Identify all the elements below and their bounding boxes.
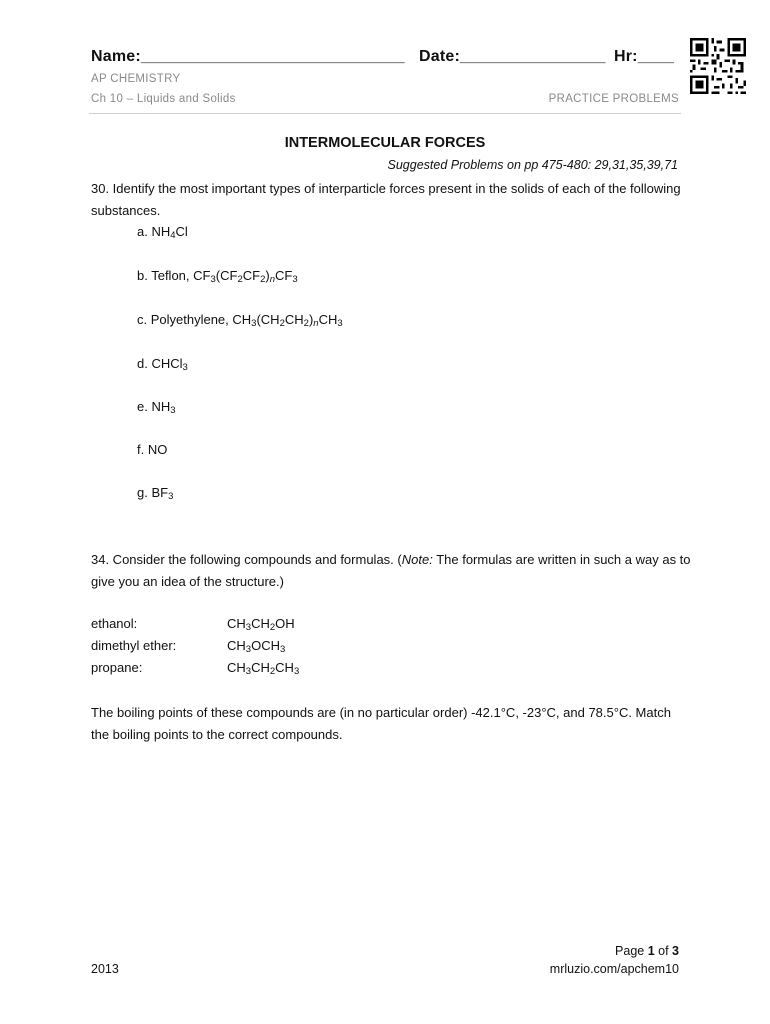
worksheet-title: INTERMOLECULAR FORCES bbox=[284, 135, 486, 151]
footer-year: 2013 bbox=[91, 962, 119, 976]
q30-item-e: e. $NH_3$ bbox=[137, 399, 176, 416]
suggested-problems: Suggested Problems on pp 475-480: 29,31,35,39,71 bbox=[387, 158, 678, 172]
compound-name-ethanol: ethanol: bbox=[91, 616, 138, 631]
date-field-label: Date:________________ bbox=[419, 48, 606, 65]
boiling-points-text: The boiling points of these compounds are (in no particular order) -42.1°C, -23°C, and 78.5°C. Match the boiling points to the correct compounds. bbox=[91, 705, 671, 742]
chapter-title: Ch 10 – Liquids and Solids bbox=[91, 93, 236, 105]
qr-code-icon bbox=[690, 38, 746, 94]
course-name: AP CHEMISTRY bbox=[91, 73, 181, 85]
footer-url: mrluzio.com/apchem10 bbox=[549, 962, 679, 976]
q30-item-c: c. Polyethylene, $CH_3(CH_2CH_2)_nCH_3$ bbox=[137, 312, 343, 329]
question-34-text: 34. Consider the following compounds and formulas. (Note: The formulas are written in such a way as to give you an idea of the structure.) bbox=[91, 552, 691, 589]
name-field-label: Name:_____________________________ bbox=[91, 48, 405, 65]
question-30-text: 30. Identify the most important types of interparticle forces present in the solids of each of the following substances. bbox=[91, 181, 681, 218]
q30-item-g: g. $BF_3$ bbox=[137, 485, 174, 502]
compound-formula-dimethyl-ether: $CH_3OCH_3$ bbox=[227, 638, 286, 655]
q30-item-a: a. $NH_4Cl$ bbox=[137, 224, 188, 241]
compound-formula-propane: $CH_3CH_2CH_3$ bbox=[227, 660, 300, 677]
compound-name-dimethyl-ether: dimethyl ether: bbox=[91, 638, 177, 653]
header-divider bbox=[89, 113, 681, 114]
q30-item-d: d. CHCl$_3$ bbox=[137, 356, 188, 373]
practice-label: PRACTICE PROBLEMS bbox=[548, 93, 679, 105]
page-number: Page 1 of 3 bbox=[615, 944, 679, 958]
q30-item-f: f. NO bbox=[137, 442, 168, 457]
hour-field-label: Hr:____ bbox=[614, 48, 675, 65]
compound-formula-ethanol: $CH_3CH_2OH$ bbox=[227, 616, 295, 633]
q30-item-b: b. Teflon, $CF_3(CF_2CF_2)_nCF_3$ bbox=[137, 268, 298, 285]
compound-name-propane: propane: bbox=[91, 660, 143, 675]
